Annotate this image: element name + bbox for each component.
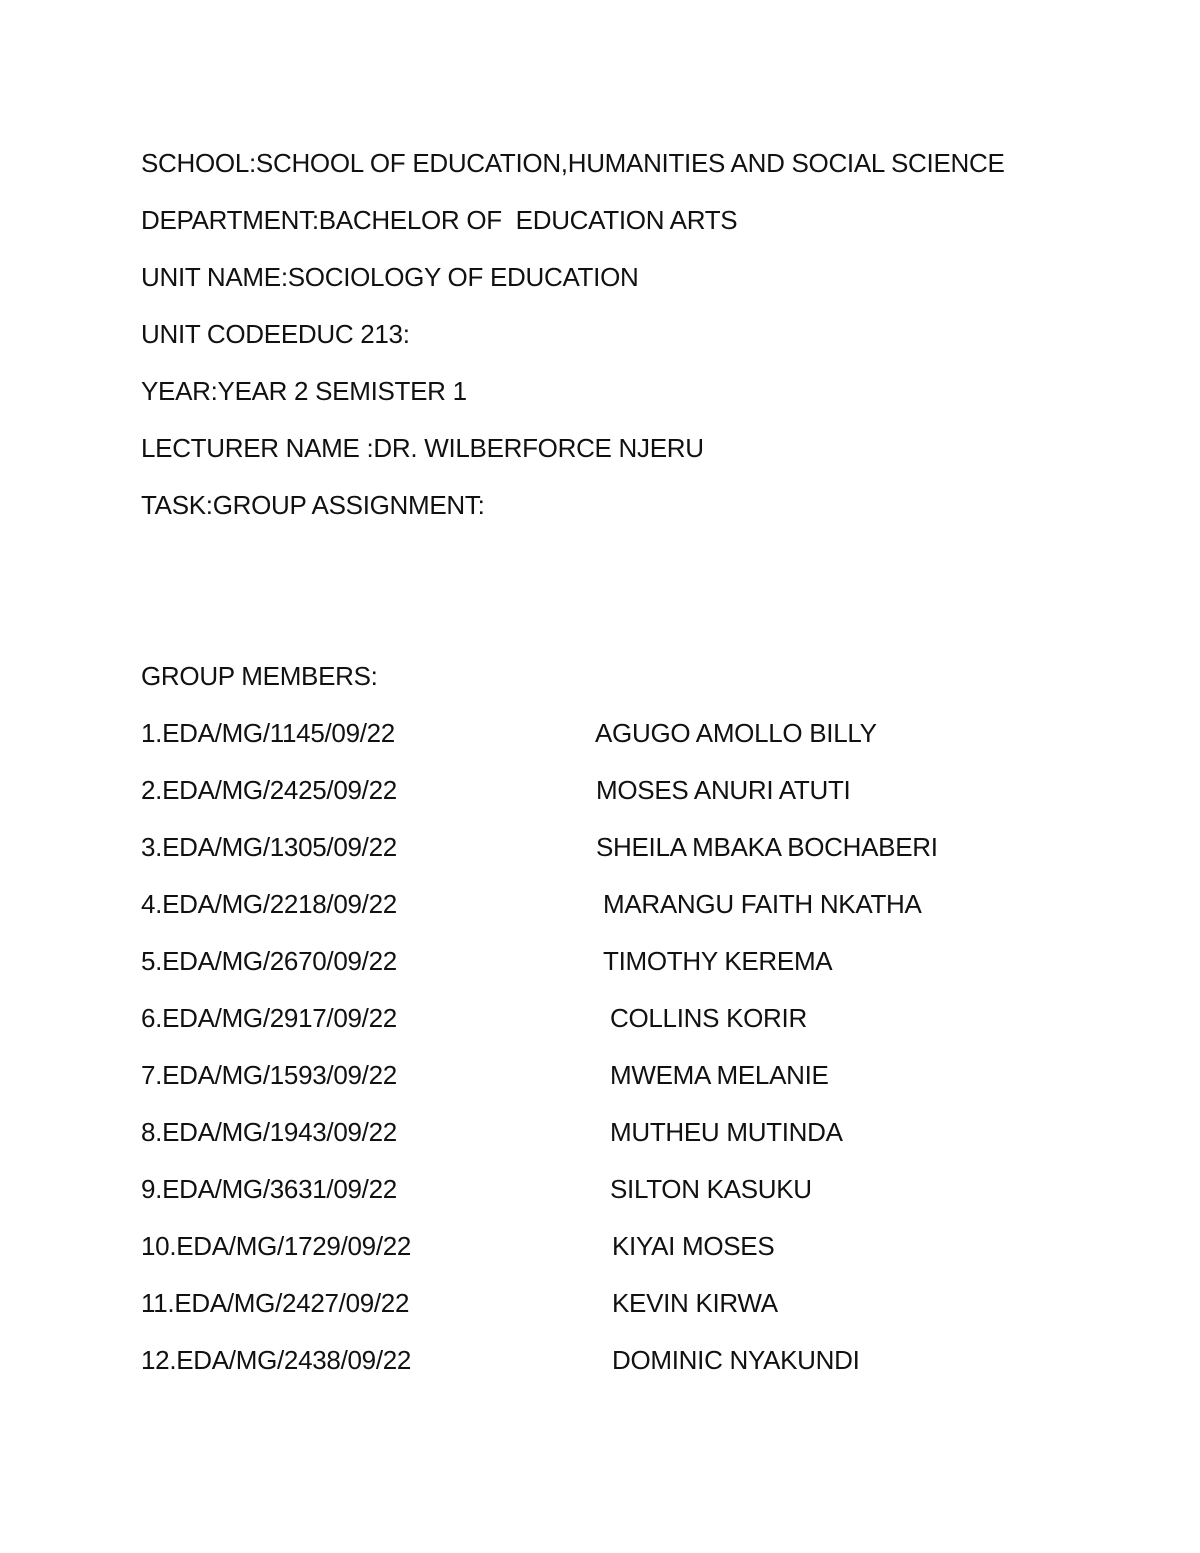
school-line: SCHOOL:SCHOOL OF EDUCATION,HUMANITIES AND SOCIAL SCIENCE (141, 148, 1005, 178)
member-name: MARANGU FAITH NKATHA (603, 889, 922, 919)
member-name: COLLINS KORIR (610, 1003, 807, 1033)
member-name: MWEMA MELANIE (610, 1060, 829, 1090)
department-line: DEPARTMENT:BACHELOR OF EDUCATION ARTS (141, 205, 738, 235)
member-id: 4.EDA/MG/2218/09/22 (141, 889, 397, 919)
member-id: 9.EDA/MG/3631/09/22 (141, 1174, 397, 1204)
member-id: 11.EDA/MG/2427/09/22 (141, 1288, 410, 1318)
member-name: MOSES ANURI ATUTI (596, 775, 851, 805)
member-name: DOMINIC NYAKUNDI (612, 1345, 860, 1375)
member-id: 6.EDA/MG/2917/09/22 (141, 1003, 397, 1033)
member-name: KEVIN KIRWA (612, 1288, 778, 1318)
member-name: TIMOTHY KEREMA (603, 946, 833, 976)
member-id: 8.EDA/MG/1943/09/22 (141, 1117, 397, 1147)
member-id: 2.EDA/MG/2425/09/22 (141, 775, 397, 805)
lecturer-line: LECTURER NAME :DR. WILBERFORCE NJERU (141, 433, 704, 463)
member-name: SHEILA MBAKA BOCHABERI (596, 832, 938, 862)
member-id: 1.EDA/MG/1145/09/22 (141, 718, 395, 748)
member-name: MUTHEU MUTINDA (610, 1117, 843, 1147)
member-name: KIYAI MOSES (612, 1231, 775, 1261)
unit-code-line: UNIT CODEEDUC 213: (141, 319, 410, 349)
year-line: YEAR:YEAR 2 SEMISTER 1 (141, 376, 467, 406)
member-id: 3.EDA/MG/1305/09/22 (141, 832, 397, 862)
member-id: 12.EDA/MG/2438/09/22 (141, 1345, 412, 1375)
group-members-heading: GROUP MEMBERS: (141, 661, 378, 691)
member-name: AGUGO AMOLLO BILLY (595, 718, 877, 748)
member-id: 7.EDA/MG/1593/09/22 (141, 1060, 397, 1090)
member-name: SILTON KASUKU (610, 1174, 812, 1204)
task-line: TASK:GROUP ASSIGNMENT: (141, 490, 485, 520)
unit-name-line: UNIT NAME:SOCIOLOGY OF EDUCATION (141, 262, 639, 292)
member-id: 5.EDA/MG/2670/09/22 (141, 946, 397, 976)
member-id: 10.EDA/MG/1729/09/22 (141, 1231, 412, 1261)
